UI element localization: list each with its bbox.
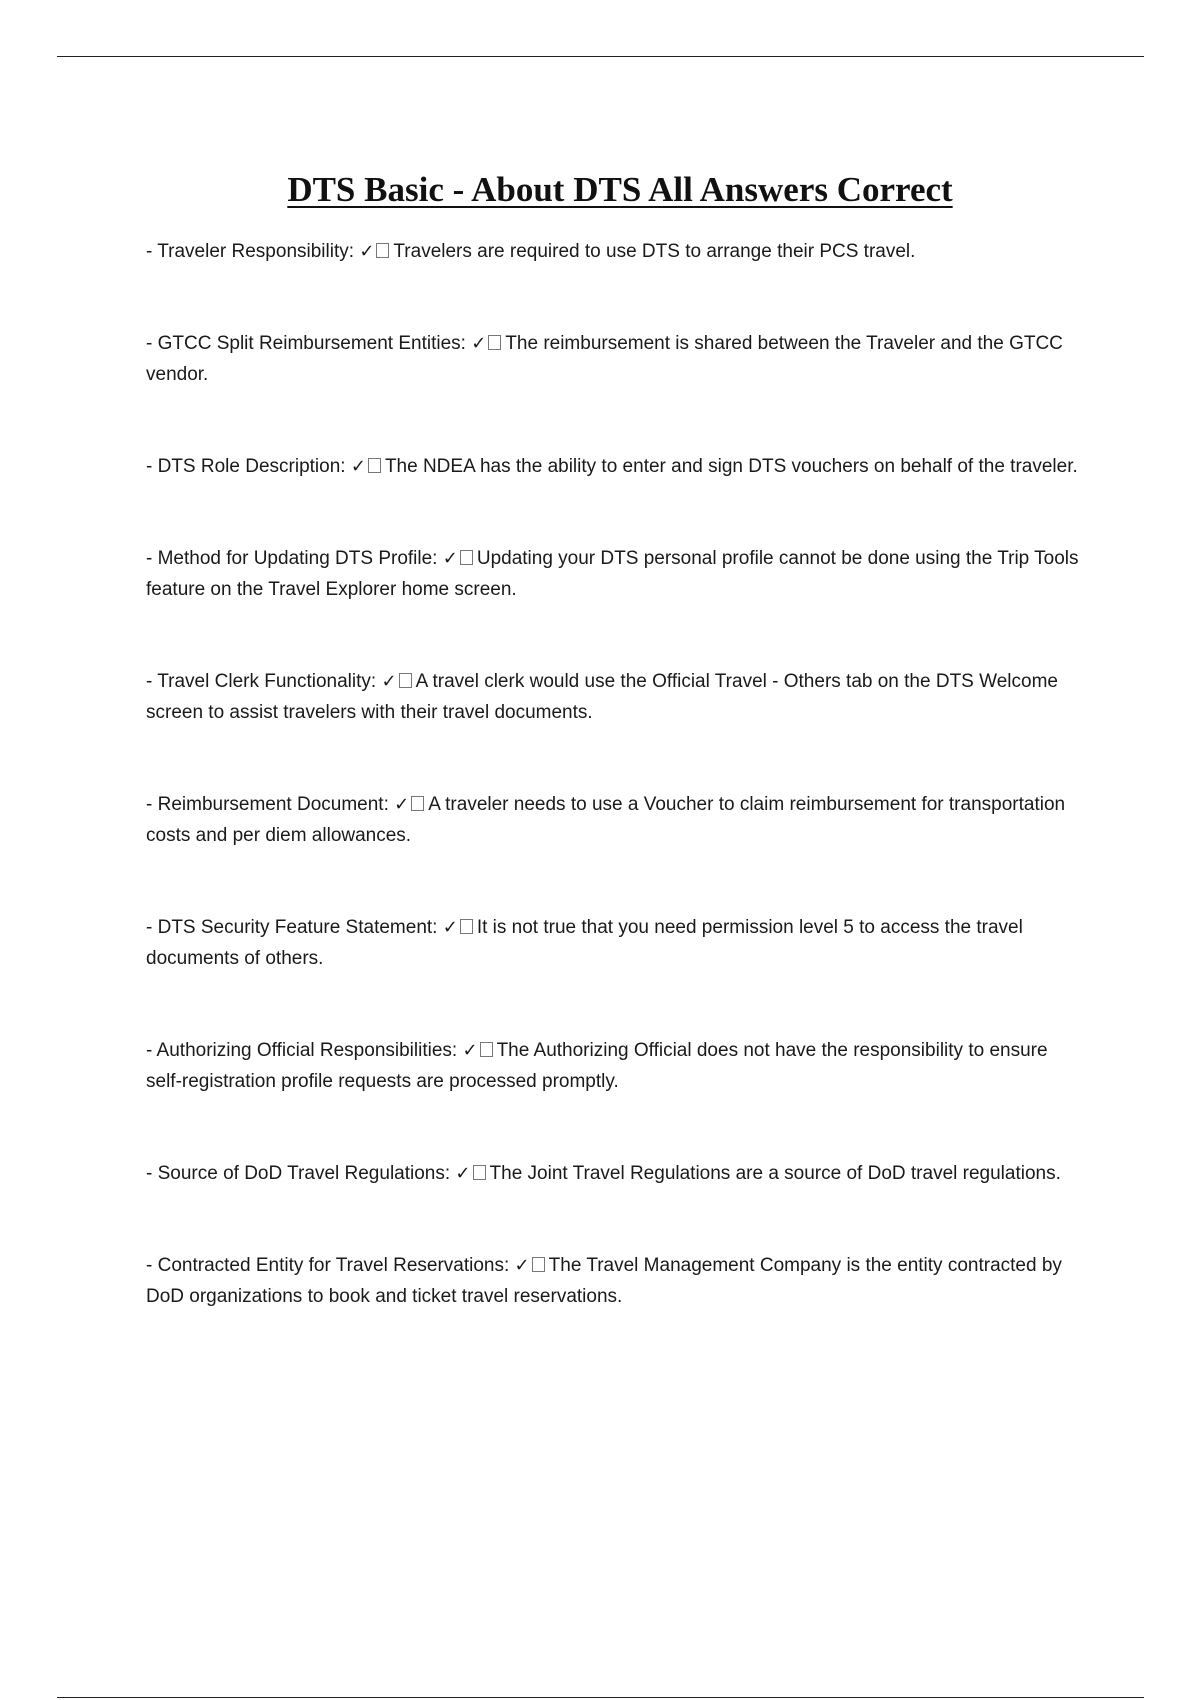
qa-answer: Updating your DTS personal profile cannot be done using the Trip Tools feature on the Travel Explorer home screen. bbox=[146, 548, 1079, 600]
qa-term: - DTS Security Feature Statement: bbox=[146, 917, 438, 938]
box-icon bbox=[480, 1042, 493, 1057]
check-mark-icon: ✓ bbox=[359, 241, 375, 262]
check-mark-icon: ✓ bbox=[462, 1040, 478, 1061]
qa-term: - Authorizing Official Responsibilities: bbox=[146, 1040, 458, 1061]
qa-term: - Traveler Responsibility: bbox=[146, 241, 355, 262]
qa-item bbox=[146, 1158, 1086, 1189]
qa-item bbox=[146, 789, 1086, 851]
box-icon bbox=[488, 335, 501, 350]
footer-rule bbox=[57, 1697, 1144, 1698]
box-icon bbox=[460, 550, 473, 565]
qa-term: - GTCC Split Reimbursement Entities: bbox=[146, 333, 466, 354]
check-mark-icon: ✓ bbox=[381, 671, 397, 692]
qa-answer: A travel clerk would use the Official Travel - Others tab on the DTS Welcome screen to assist travelers with their travel documents. bbox=[146, 671, 1058, 723]
qa-term: - DTS Role Description: bbox=[146, 456, 346, 477]
qa-item bbox=[146, 451, 1086, 482]
check-mark-icon: ✓ bbox=[350, 456, 366, 477]
qa-answer: A traveler needs to use a Voucher to claim reimbursement for transportation costs and per diem allowances. bbox=[146, 794, 1066, 846]
qa-term: - Reimbursement Document: bbox=[146, 794, 389, 815]
qa-item bbox=[146, 1035, 1086, 1097]
box-icon bbox=[532, 1257, 545, 1272]
qa-answer: The NDEA has the ability to enter and sign DTS vouchers on behalf of the traveler. bbox=[384, 456, 1078, 477]
qa-item bbox=[146, 912, 1086, 974]
box-icon bbox=[376, 243, 389, 258]
box-icon bbox=[473, 1165, 486, 1180]
check-mark-icon: ✓ bbox=[442, 548, 458, 569]
header-rule bbox=[57, 56, 1144, 57]
check-mark-icon: ✓ bbox=[442, 917, 458, 938]
box-icon bbox=[399, 673, 412, 688]
check-mark-icon: ✓ bbox=[394, 794, 410, 815]
qa-term: - Travel Clerk Functionality: bbox=[146, 671, 377, 692]
box-icon bbox=[368, 458, 381, 473]
qa-answer: Travelers are required to use DTS to arrange their PCS travel. bbox=[393, 241, 916, 262]
qa-item bbox=[146, 666, 1086, 728]
qa-term: - Contracted Entity for Travel Reservations: bbox=[146, 1255, 510, 1276]
qa-answer: The Travel Management Company is the entity contracted by DoD organizations to book and ticket travel reservations. bbox=[146, 1255, 1062, 1307]
box-icon bbox=[411, 796, 424, 811]
qa-item bbox=[146, 236, 1086, 267]
check-mark-icon: ✓ bbox=[471, 333, 487, 354]
qa-term: - Method for Updating DTS Profile: bbox=[146, 548, 438, 569]
qa-answer: The Joint Travel Regulations are a source of DoD travel regulations. bbox=[489, 1163, 1061, 1184]
box-icon bbox=[460, 919, 473, 934]
qa-item bbox=[146, 1250, 1086, 1312]
check-mark-icon: ✓ bbox=[514, 1255, 530, 1276]
check-mark-icon: ✓ bbox=[455, 1163, 471, 1184]
document-title: DTS Basic - About DTS All Answers Correct bbox=[287, 170, 953, 209]
qa-list bbox=[146, 236, 1086, 1373]
qa-term: - Source of DoD Travel Regulations: bbox=[146, 1163, 451, 1184]
qa-answer: The reimbursement is shared between the Traveler and the GTCC vendor. bbox=[146, 333, 1063, 385]
qa-answer: The Authorizing Official does not have the responsibility to ensure self-registration profile requests are processed promptly. bbox=[146, 1040, 1048, 1092]
qa-item bbox=[146, 543, 1086, 605]
qa-item bbox=[146, 328, 1086, 390]
qa-answer: It is not true that you need permission level 5 to access the travel documents of others. bbox=[146, 917, 1023, 969]
